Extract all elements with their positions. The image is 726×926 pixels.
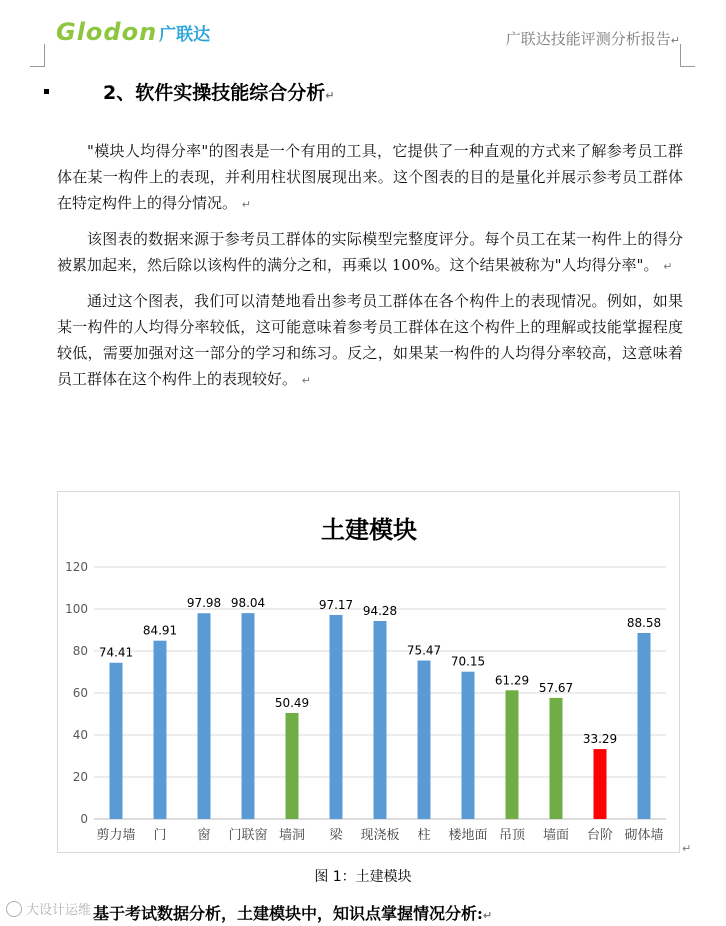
bar: [330, 615, 343, 819]
paragraph: [57, 288, 683, 394]
chart-title: 土建模块: [321, 516, 417, 544]
category-label: 门: [153, 828, 167, 843]
bar-value-label: 74.41: [98, 645, 134, 660]
logo-chinese-name: 广联达: [159, 25, 211, 45]
bar-value-label: 61.29: [494, 673, 530, 688]
paragraph-mark: ↵: [482, 909, 493, 922]
summary-line: [93, 901, 492, 924]
y-tick-label: 0: [80, 812, 88, 826]
glodon-logo: [56, 18, 210, 46]
bar-value-label: 97.98: [186, 596, 222, 611]
paragraph-mark: ↵: [325, 89, 335, 102]
category-label: 楼地面: [448, 828, 488, 843]
watermark-icon: [6, 901, 22, 917]
category-label: 现浇板: [360, 828, 400, 843]
chart-svg: [58, 492, 681, 854]
watermark-text: 大设计运维: [26, 903, 92, 918]
page-margin-corner-right: [680, 44, 695, 67]
category-label: 剪力墙: [96, 828, 136, 843]
bar-value-label: 97.17: [318, 597, 354, 612]
bar: [286, 713, 299, 819]
report-header-text: 广联达技能评测分析报告: [505, 30, 671, 48]
bar-value-label: 88.58: [626, 615, 662, 630]
bar-value-label: 75.47: [406, 643, 442, 658]
y-tick-label: 60: [72, 686, 88, 700]
bar-value-label: 94.28: [362, 604, 398, 619]
category-label: 砌体墙: [624, 828, 664, 843]
section-heading: [103, 78, 334, 105]
section-heading-text: 2、软件实操技能综合分析: [103, 82, 326, 104]
bar: [242, 613, 255, 819]
bar-value-label: 70.15: [450, 654, 486, 669]
bar: [154, 641, 167, 819]
category-label: 柱: [417, 828, 431, 843]
paragraph-text: 该图表的数据来源于参考员工群体的实际模型完整度评分。每个员工在某一构件上的得分被累加起来，然后除以该构件的满分之和，再乘以 100%。这个结果被称为"人均得分率"。: [57, 230, 683, 274]
figure-caption: 图 1：土建模块: [314, 869, 412, 885]
paragraph-mark: ↵: [670, 34, 680, 47]
bar-value-label: 98.04: [230, 596, 266, 611]
bar: [638, 633, 651, 819]
bar-value-label: 50.49: [274, 695, 310, 710]
bar-value-label: 84.91: [142, 623, 178, 638]
bar: [110, 663, 123, 819]
y-tick-label: 20: [72, 770, 88, 784]
bar-value-label: 33.29: [582, 732, 618, 747]
bar-chart[interactable]: [57, 491, 680, 853]
bar: [550, 698, 563, 819]
paragraph-text: 通过这个图表，我们可以清楚地看出参考员工群体在各个构件上的表现情况。例如，如果某一构件的人均得分率较低，这可能意味着参考员工群体在这个构件上的理解或技能掌握程度较低，需要加强对这一部分的学习和练习。反之，如果某一构件的人均得分率较高，这意味着员工群体在这个构件上的表现较好。: [57, 292, 683, 388]
paragraph-mark: ↵: [682, 842, 692, 855]
body-text: [57, 138, 683, 402]
paragraph-mark: ↵: [663, 260, 673, 273]
bar-value-label: 57.67: [538, 680, 574, 695]
y-tick-label: 120: [65, 560, 88, 574]
paragraph-text: "模块人均得分率"的图表是一个有用的工具，它提供了一种直观的方式来了解参考员工群体在某一构件上的表现，并利用柱状图展现出来。这个图表的目的是量化并展示参考员工群体在特定构件上的得分情况。: [57, 142, 683, 212]
category-label: 窗: [197, 828, 211, 843]
y-tick-label: 40: [72, 728, 88, 742]
paragraph: [57, 226, 683, 280]
report-header-title: [506, 28, 680, 49]
category-label: 吊顶: [498, 828, 526, 843]
bar: [594, 749, 607, 819]
category-label: 墙面: [542, 828, 570, 843]
y-tick-label: 80: [72, 644, 88, 658]
heading-bullet: [44, 89, 49, 94]
logo-wordmark: Glodon: [56, 18, 158, 46]
watermark: [6, 899, 91, 918]
summary-line-text: 基于考试数据分析，土建模块中，知识点掌握情况分析:: [93, 904, 483, 923]
paragraph-mark: ↵: [241, 198, 252, 211]
category-label: 台阶: [586, 828, 614, 843]
paragraph: [57, 138, 683, 218]
y-tick-label: 100: [65, 602, 88, 616]
paragraph-mark: ↵: [301, 374, 312, 387]
category-label: 墙洞: [278, 828, 306, 843]
bar: [418, 661, 431, 819]
category-label: 门联窗: [228, 828, 268, 843]
bar: [198, 613, 211, 819]
bar: [374, 621, 387, 819]
page-margin-corner-left: [30, 44, 45, 67]
bar: [462, 672, 475, 819]
category-label: 梁: [329, 828, 343, 843]
bar: [506, 690, 519, 819]
